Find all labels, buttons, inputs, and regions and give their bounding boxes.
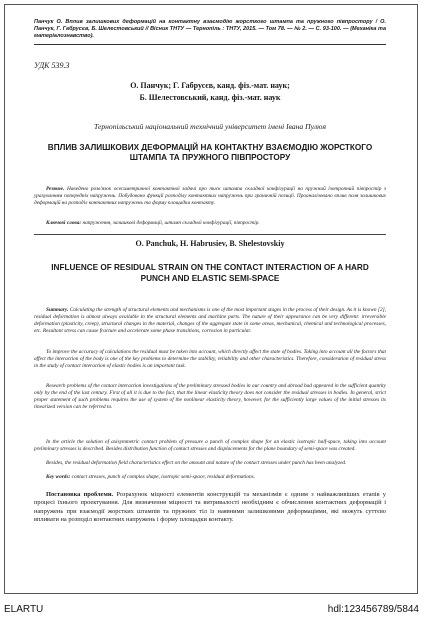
body-paragraph <box>34 491 386 525</box>
footer-bar <box>0 600 424 620</box>
abstract-ua <box>34 186 386 207</box>
body-text: Розрахунок міцності елементів конструкцій та механізмів є одним з найважливіших етапів у процесі їхнього проектування. Для визначення міцності та витривалості необхідним є обчислення контактних деформацій і напружень при взаємодії жорстких штампів та пружних тіл із наявними залишковими деформаціями, які можуть суттєво впливати на розподіл контактних напружень і форму площадки контакту. <box>34 491 386 524</box>
keywords-ua-text: напруження, залишкові деформації, штамп складної конфігурації, півпростір. <box>82 220 260 226</box>
title-en: INFLUENCE OF RESIDUAL STRAIN ON THE CONTACT INTERACTION OF A HARD PUNCH AND ELASTIC SEMI-SPACE <box>51 263 369 283</box>
affiliation: Тернопільський національний технічний університет імені Івана Пулюя <box>94 122 326 131</box>
abstract-ua-label: Резюме. <box>46 186 65 192</box>
abstract-en-p1-text: Calculating the strength of structural elements and mechanisms is one of the most important stages in the process of their design. As it is known [2], residual deformation is almost always available in the structural elements and machine parts. The nature of their appearance can be very different: irreversible deformation (plasticity, creep), structural changes in the material, changes of the aggregate state in some areas, mechanical, chemical and technological processes, etc. Resultant stress can cause fracture and accelerate some phase transitions, corrosion in particular. <box>34 307 387 334</box>
authors-ua <box>34 80 386 104</box>
keywords-ua <box>34 220 386 227</box>
footer-repository-name: ELARTU <box>4 604 44 615</box>
udk-code: УДК 539.3 <box>34 61 70 70</box>
body-section-label: Постановка проблеми. <box>46 491 114 498</box>
abstract-ua-text: Наведено розв'язок осесиметричної контактної задачі про тиск штампа складної конфігурації на пружний ізотропний півпростір з урахуванням попередніх напружень. Побудовано функції розподілу контактних напружень при граничній позиції. Проаналізовано вплив поля залишкових деформацій на розподіл контактних напружень та форму площадки контакту. <box>34 186 386 206</box>
abstract-en-paragraph-3: Research problems of the contact interaction investigations of the preliminary stressed bodies in our country and abroad had appeared in the sufficient quantity only by the end of the last century. First of all it is due to the fact, that the linear elasticity theory does not consider the residual stresses in bodies. In general, strict proper statement of such problems requires the use of system of the nonlinear elasticity theory, however, for the sufficiently large values of the initial stresses its linearized version can be referred to. <box>34 383 386 410</box>
abstract-en-label: Summary. <box>46 307 69 313</box>
title-ua: ВПЛИВ ЗАЛИШКОВИХ ДЕФОРМАЦІЙ НА КОНТАКТНУ ВЗАЄМОДІЮ ЖОРСТКОГО ШТАМПА ТА ПРУЖНОГО ПІВПРОСТОРУ <box>47 143 373 162</box>
abstract-en-paragraph-2: To improve the accuracy of calculations the residual must be taken into account, which directly affect the state of bodies. Taking into account all the factors that affect the interaction of the body is one of the key problems to determine the stability, reliability and other characteristics. Therefore, consideration of residual stress in the study of contact interaction of elastic bodies is an important task. <box>34 349 386 369</box>
abstract-en-paragraph-5: Besides, the residual deformation field characteristics effect on the amount and nature of the contact stresses under punch has been analyzed. <box>46 460 347 466</box>
authors-ua-line-1: О. Панчук; Г. Габрусєв, канд. фіз.-мат. наук; <box>130 81 290 90</box>
keywords-en-label: Key words: <box>46 474 71 480</box>
authors-ua-line-2: Б. Шелестовський, канд. фіз.-мат. наук <box>139 93 281 102</box>
authors-en: O. Panchuk, H. Habrusiev, B. Shelestovskiy <box>135 239 285 248</box>
citation-header: Панчук О. Вплив залишкових деформацій на контактну взаємодію жорсткого штампа та пружного півпростору / О. Панчук, Г. Габрусєв, Б. Шелестовський // Вісник ТНТУ — Тернопіль : ТНТУ, 2015. — Том 78. — № 2. — С. 93-100. — (Механіка та матеріалознавство). <box>34 19 386 45</box>
abstract-en-paragraph-4: In the article the solution of axisymmetric contact problem of pressure a punch of complex shape for an elastic isotropic half-space, taking into account preliminary stresses is described. Besides distribution function of contact stresses and displacements for the plane boundary of semi-space was created. <box>34 439 386 452</box>
footer-handle-link[interactable]: hdl:123456789/5844 <box>327 604 419 615</box>
keywords-en-text: contact stresses, punch of complex shape, isotropic semi-space, residual deformations. <box>71 474 256 480</box>
keywords-ua-label: Ключові слова: <box>46 220 82 226</box>
abstract-en-paragraph-1 <box>34 307 386 335</box>
section-divider <box>34 234 386 235</box>
keywords-en <box>34 474 386 481</box>
